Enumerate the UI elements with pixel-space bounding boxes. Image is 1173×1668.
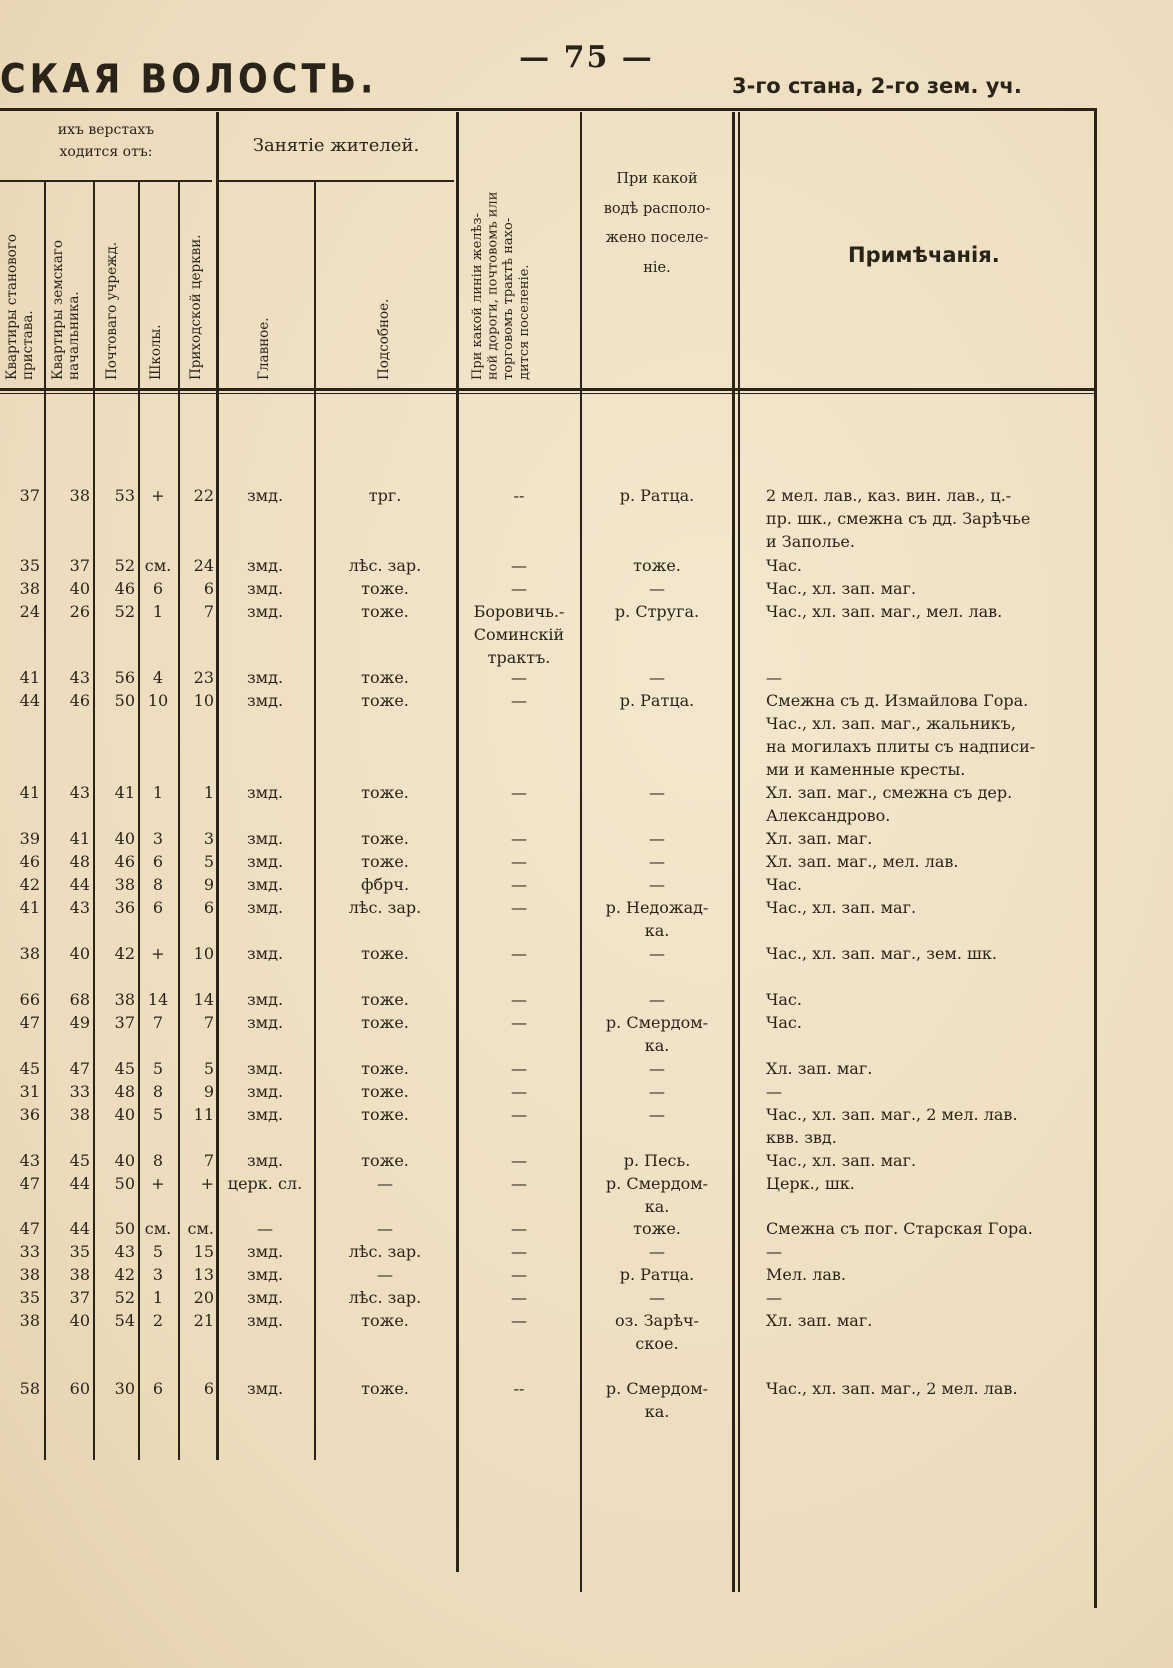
cell-remarks: Смежна съ д. Измайлова Гора. Час., хл. зап. маг., жальникъ, на могилахъ плиты съ надписи- ми и каменные кресты.	[766, 691, 1036, 779]
cell-c1: 36	[19, 1105, 40, 1124]
cell-water: р. Ратца.	[619, 486, 695, 505]
cell-road: —	[511, 944, 527, 963]
cell-water: —	[649, 1082, 665, 1101]
cell-c5: 9	[203, 875, 214, 894]
cell-c4: +	[151, 1174, 165, 1193]
cell-main: змд.	[246, 1242, 284, 1261]
cell-remarks: —	[766, 1288, 782, 1307]
cell-remarks: Час., хл. зап. маг.	[766, 1151, 917, 1170]
cell-c2: 26	[69, 602, 90, 621]
cell-remarks: —	[766, 1242, 782, 1261]
cell-c5: 24	[193, 556, 214, 575]
page-number: — 75 —	[519, 40, 654, 75]
cell-remarks: Час., хл. зап. маг.	[766, 579, 917, 598]
cell-remarks: Час.	[766, 990, 802, 1009]
cell-sec: лѣс. зар.	[348, 1288, 422, 1307]
cell-remarks: Хл. зап. маг., смежна съ дер. Александрово.	[766, 783, 1013, 825]
cell-c2: 45	[69, 1151, 90, 1170]
cell-road: —	[511, 1151, 527, 1170]
cell-sec: тоже.	[361, 691, 409, 710]
cell-main: змд.	[246, 556, 284, 575]
cell-c3: 42	[114, 1265, 135, 1284]
cell-c1: 24	[19, 602, 40, 621]
school-header: Школы.	[148, 324, 164, 380]
cell-remarks: 2 мел. лав., каз. вин. лав., ц.- пр. шк., смежна съ дд. Зарѣчье и Заполье.	[766, 486, 1031, 551]
cell-c4: 5	[152, 1105, 164, 1124]
cell-main: змд.	[246, 875, 284, 894]
remarks-header: Примѣчанія.	[848, 243, 1000, 267]
cell-c2: 38	[69, 1105, 90, 1124]
cell-c5: 6	[203, 579, 214, 598]
cell-water: р. Струга.	[614, 602, 700, 621]
cell-c2: 40	[69, 944, 90, 963]
cell-water: —	[649, 1242, 665, 1261]
cell-c3: 56	[114, 668, 135, 687]
cell-main: змд.	[246, 1105, 284, 1124]
cell-c4: +	[151, 486, 165, 505]
cell-c4: 1	[152, 783, 164, 802]
cell-water: —	[649, 944, 665, 963]
cell-sec: тоже.	[361, 1105, 409, 1124]
cell-remarks: Церк., шк.	[766, 1174, 855, 1193]
cell-main: змд.	[246, 486, 284, 505]
cell-remarks: Хл. зап. маг.	[766, 1059, 873, 1078]
cell-c5: 6	[203, 898, 214, 917]
cell-sec: тоже.	[361, 1379, 409, 1398]
cell-remarks: Час., хл. зап. маг., 2 мел. лав. квв. звд.	[766, 1105, 1018, 1147]
cell-c5: 23	[193, 668, 214, 687]
cell-main: змд.	[246, 1288, 284, 1307]
cell-road: —	[511, 1174, 527, 1193]
cell-c4: 2	[152, 1311, 164, 1330]
cell-main: церк. сл.	[227, 1174, 303, 1193]
cell-c3: 48	[114, 1082, 135, 1101]
cell-water: —	[649, 852, 665, 871]
cell-remarks: —	[766, 1082, 782, 1101]
cell-c1: 41	[19, 898, 40, 917]
cell-c5: 7	[203, 1151, 214, 1170]
cell-sec: трг.	[368, 486, 402, 505]
cell-c5: 7	[203, 602, 214, 621]
cell-c4: 4	[152, 668, 164, 687]
col-divider	[580, 112, 582, 1592]
cell-main: змд.	[246, 852, 284, 871]
cell-sec: тоже.	[361, 829, 409, 848]
cell-water: р. Недожад- ка.	[605, 898, 709, 940]
cell-c3: 50	[114, 691, 135, 710]
cell-c4: 5	[152, 1059, 164, 1078]
cell-water: —	[649, 1105, 665, 1124]
cell-c4: 3	[152, 1265, 164, 1284]
cell-road: —	[511, 1219, 527, 1238]
cell-c2: 43	[69, 783, 90, 802]
header-bottom-rule	[0, 388, 1096, 391]
cell-c4: 8	[152, 1151, 164, 1170]
main-occupation-header: Главное.	[256, 317, 272, 380]
occupation-group-header: Занятіе жителей.	[252, 135, 420, 156]
cell-c2: 47	[69, 1059, 90, 1078]
cell-c2: 40	[69, 579, 90, 598]
cell-c4: 6	[152, 898, 164, 917]
cell-c5: 3	[203, 829, 214, 848]
cell-sec: —	[377, 1219, 393, 1238]
secondary-occupation-header: Подсобное.	[376, 298, 392, 380]
cell-road: —	[511, 990, 527, 1009]
cell-road: --	[513, 486, 525, 505]
cell-c4: 6	[152, 1379, 164, 1398]
cell-road: —	[511, 1311, 527, 1330]
cell-sec: тоже.	[361, 852, 409, 871]
cell-main: змд.	[246, 668, 284, 687]
cell-c2: 41	[69, 829, 90, 848]
cell-c5: 21	[193, 1311, 214, 1330]
cell-road: —	[511, 1105, 527, 1124]
cell-remarks: Смежна съ пог. Старская Гора.	[766, 1219, 1033, 1238]
cell-c2: 37	[69, 556, 90, 575]
cell-sec: тоже.	[361, 1151, 409, 1170]
cell-c3: 37	[114, 1013, 135, 1032]
cell-c5: 20	[193, 1288, 214, 1307]
cell-sec: тоже.	[361, 668, 409, 687]
cell-remarks: Час.	[766, 1013, 802, 1032]
cell-water: —	[649, 579, 665, 598]
cell-remarks: Мел. лав.	[766, 1265, 846, 1284]
cell-c4: 6	[152, 852, 164, 871]
cell-c3: 46	[114, 579, 135, 598]
cell-water: р. Смердом- ка.	[605, 1379, 709, 1421]
cell-road: —	[511, 691, 527, 710]
district-heading: 3-го стана, 2-го зем. уч.	[732, 74, 1022, 98]
cell-sec: тоже.	[361, 579, 409, 598]
cell-remarks: Час., хл. зап. маг., 2 мел. лав.	[766, 1379, 1018, 1398]
cell-road: —	[511, 1288, 527, 1307]
cell-c1: 33	[19, 1242, 40, 1261]
cell-main: змд.	[246, 1151, 284, 1170]
cell-c2: 60	[69, 1379, 90, 1398]
cell-water: оз. Зарѣч- ское.	[615, 1311, 699, 1353]
cell-c5: 10	[193, 944, 214, 963]
cell-c1: 44	[19, 691, 40, 710]
cell-main: змд.	[246, 1059, 284, 1078]
cell-c5: 22	[193, 486, 214, 505]
cell-c4: 3	[152, 829, 164, 848]
cell-remarks: Хл. зап. маг.	[766, 1311, 873, 1330]
cell-c2: 44	[69, 1219, 90, 1238]
cell-c2: 43	[69, 668, 90, 687]
cell-c3: 52	[114, 602, 135, 621]
cell-water: тоже.	[633, 1219, 681, 1238]
cell-water: —	[649, 1059, 665, 1078]
cell-c1: 37	[19, 486, 40, 505]
cell-sec: лѣс. зар.	[348, 556, 422, 575]
cell-sec: —	[377, 1265, 393, 1284]
cell-c4: 1	[152, 1288, 164, 1307]
cell-sec: лѣс. зар.	[348, 1242, 422, 1261]
cell-c5: 14	[193, 990, 214, 1009]
road-header: При какой линіи желѣз- ной дороги, почтовомъ или торговомъ трактѣ нахо- дится поселеніе.	[470, 191, 532, 380]
cell-road: —	[511, 579, 527, 598]
cell-c5: 13	[193, 1265, 214, 1284]
col-divider	[738, 112, 740, 1592]
cell-c2: 68	[69, 990, 90, 1009]
cell-water: р. Ратца.	[619, 691, 695, 710]
cell-c2: 35	[69, 1242, 90, 1261]
cell-road: —	[511, 1059, 527, 1078]
cell-water: —	[649, 875, 665, 894]
cell-c4: +	[151, 944, 165, 963]
cell-c3: 46	[114, 852, 135, 871]
cell-water: —	[649, 1288, 665, 1307]
cell-c2: 44	[69, 1174, 90, 1193]
cell-c3: 40	[114, 829, 135, 848]
cell-c1: 45	[19, 1059, 40, 1078]
occupation-group-rule	[218, 180, 454, 182]
cell-c2: 33	[69, 1082, 90, 1101]
cell-c3: 30	[114, 1379, 135, 1398]
cell-remarks: —	[766, 668, 782, 687]
cell-c4: 14	[147, 990, 169, 1009]
cell-c5: +	[200, 1174, 214, 1193]
cell-c5: 5	[203, 1059, 214, 1078]
cell-main: змд.	[246, 944, 284, 963]
cell-c3: 54	[114, 1311, 135, 1330]
cell-c5: 11	[193, 1105, 214, 1124]
cell-main: змд.	[246, 691, 284, 710]
cell-c2: 43	[69, 898, 90, 917]
cell-c3: 50	[114, 1219, 135, 1238]
cell-c3: 43	[114, 1242, 135, 1261]
cell-water: —	[649, 990, 665, 1009]
cell-sec: тоже.	[361, 602, 409, 621]
cell-c3: 38	[114, 875, 135, 894]
cell-main: змд.	[246, 898, 284, 917]
cell-remarks: Час., хл. зап. маг., мел. лав.	[766, 602, 1003, 621]
cell-c3: 40	[114, 1151, 135, 1170]
cell-c2: 38	[69, 1265, 90, 1284]
cell-remarks: Час., хл. зап. маг.	[766, 898, 917, 917]
water-header: При какой водѣ располо- жено поселе- ніе.	[603, 171, 711, 277]
cell-c5: см.	[187, 1219, 214, 1238]
cell-c1: 38	[19, 944, 40, 963]
cell-sec: тоже.	[361, 990, 409, 1009]
cell-water: —	[649, 829, 665, 848]
cell-c1: 38	[19, 1311, 40, 1330]
cell-c4: 6	[152, 579, 164, 598]
cell-sec: тоже.	[361, 1059, 409, 1078]
cell-sec: тоже.	[361, 1013, 409, 1032]
cell-sec: тоже.	[361, 1311, 409, 1330]
cell-c5: 7	[203, 1013, 214, 1032]
cell-main: —	[257, 1219, 273, 1238]
cell-road: —	[511, 898, 527, 917]
cell-main: змд.	[246, 1311, 284, 1330]
cell-road: —	[511, 1265, 527, 1284]
cell-c2: 46	[69, 691, 90, 710]
stan-header: Квартиры станового пристава.	[4, 233, 37, 380]
cell-water: р. Ратца.	[619, 1265, 695, 1284]
cell-c3: 42	[114, 944, 135, 963]
cell-c1: 47	[19, 1013, 40, 1032]
cell-c1: 41	[19, 668, 40, 687]
col-divider	[456, 112, 459, 1572]
cell-main: змд.	[246, 783, 284, 802]
cell-c4: 10	[147, 691, 169, 710]
distance-group-header: ихъ верстахъ ходится отъ:	[57, 122, 155, 160]
cell-c3: 50	[114, 1174, 135, 1193]
church-header: Приходской церкви.	[188, 234, 204, 380]
cell-c3: 53	[114, 486, 135, 505]
cell-main: змд.	[246, 1082, 284, 1101]
cell-sec: фбрч.	[360, 875, 410, 894]
cell-water: тоже.	[633, 556, 681, 575]
zemsky-header: Квартиры земскаго начальника.	[50, 240, 83, 380]
cell-c3: 52	[114, 556, 135, 575]
cell-road: —	[511, 1013, 527, 1032]
cell-water: р. Смердом- ка.	[605, 1174, 709, 1216]
cell-sec: тоже.	[361, 1082, 409, 1101]
cell-sec: тоже.	[361, 783, 409, 802]
cell-c1: 47	[19, 1219, 40, 1238]
cell-remarks: Час., хл. зап. маг., зем. шк.	[766, 944, 997, 963]
cell-main: змд.	[246, 1379, 284, 1398]
col-divider	[732, 112, 735, 1592]
cell-c4: 8	[152, 1082, 164, 1101]
cell-c1: 43	[19, 1151, 40, 1170]
cell-c5: 1	[203, 783, 214, 802]
cell-c4: 8	[152, 875, 164, 894]
cell-main: змд.	[246, 579, 284, 598]
cell-water: р. Песь.	[623, 1151, 691, 1170]
cell-c4: 1	[152, 602, 164, 621]
cell-main: змд.	[246, 1265, 284, 1284]
cell-c4: 7	[152, 1013, 164, 1032]
cell-c4: см.	[144, 1219, 172, 1238]
cell-water: —	[649, 668, 665, 687]
cell-road: —	[511, 852, 527, 871]
right-border	[1094, 108, 1097, 1608]
header-bottom-rule-thin	[0, 393, 1096, 394]
post-header: Почтоваго учрежд.	[104, 241, 120, 380]
cell-main: змд.	[246, 829, 284, 848]
cell-c5: 5	[203, 852, 214, 871]
cell-road: —	[511, 668, 527, 687]
cell-c3: 45	[114, 1059, 135, 1078]
cell-c3: 36	[114, 898, 135, 917]
cell-c3: 40	[114, 1105, 135, 1124]
cell-c3: 52	[114, 1288, 135, 1307]
cell-remarks: Хл. зап. маг.	[766, 829, 873, 848]
cell-c1: 38	[19, 579, 40, 598]
cell-c5: 10	[193, 691, 214, 710]
cell-remarks: Хл. зап. маг., мел. лав.	[766, 852, 959, 871]
cell-c1: 46	[19, 852, 40, 871]
cell-remarks: Час.	[766, 875, 802, 894]
cell-remarks: Час.	[766, 556, 802, 575]
distance-group-rule	[0, 180, 212, 182]
cell-sec: —	[377, 1174, 393, 1193]
cell-c5: 6	[203, 1379, 214, 1398]
cell-c2: 37	[69, 1288, 90, 1307]
cell-c1: 47	[19, 1174, 40, 1193]
cell-main: змд.	[246, 602, 284, 621]
cell-c1: 35	[19, 556, 40, 575]
cell-c1: 42	[19, 875, 40, 894]
cell-c2: 44	[69, 875, 90, 894]
cell-water: —	[649, 783, 665, 802]
cell-c3: 41	[114, 783, 135, 802]
cell-main: змд.	[246, 990, 284, 1009]
cell-c1: 35	[19, 1288, 40, 1307]
cell-c1: 31	[19, 1082, 40, 1101]
cell-c5: 15	[193, 1242, 214, 1261]
cell-c2: 48	[69, 852, 90, 871]
cell-water: р. Смердом- ка.	[605, 1013, 709, 1055]
volost-heading: СКАЯ ВОЛОСТЬ.	[0, 57, 378, 103]
cell-main: змд.	[246, 1013, 284, 1032]
cell-road: —	[511, 875, 527, 894]
cell-road: —	[511, 556, 527, 575]
cell-road: —	[511, 783, 527, 802]
cell-c2: 49	[69, 1013, 90, 1032]
cell-c2: 40	[69, 1311, 90, 1330]
cell-road: —	[511, 1082, 527, 1101]
cell-sec: тоже.	[361, 944, 409, 963]
cell-c1: 38	[19, 1265, 40, 1284]
cell-road: Боровичь.- Соминскій трактъ.	[473, 602, 565, 667]
cell-sec: лѣс. зар.	[348, 898, 422, 917]
cell-c3: 38	[114, 990, 135, 1009]
cell-c2: 38	[69, 486, 90, 505]
cell-c4: см.	[144, 556, 172, 575]
cell-c1: 58	[19, 1379, 40, 1398]
cell-c1: 41	[19, 783, 40, 802]
cell-c1: 66	[19, 990, 40, 1009]
cell-road: —	[511, 829, 527, 848]
cell-c4: 5	[152, 1242, 164, 1261]
cell-road: --	[513, 1379, 525, 1398]
top-rule	[0, 108, 1096, 111]
cell-c5: 9	[203, 1082, 214, 1101]
cell-road: —	[511, 1242, 527, 1261]
cell-c1: 39	[19, 829, 40, 848]
